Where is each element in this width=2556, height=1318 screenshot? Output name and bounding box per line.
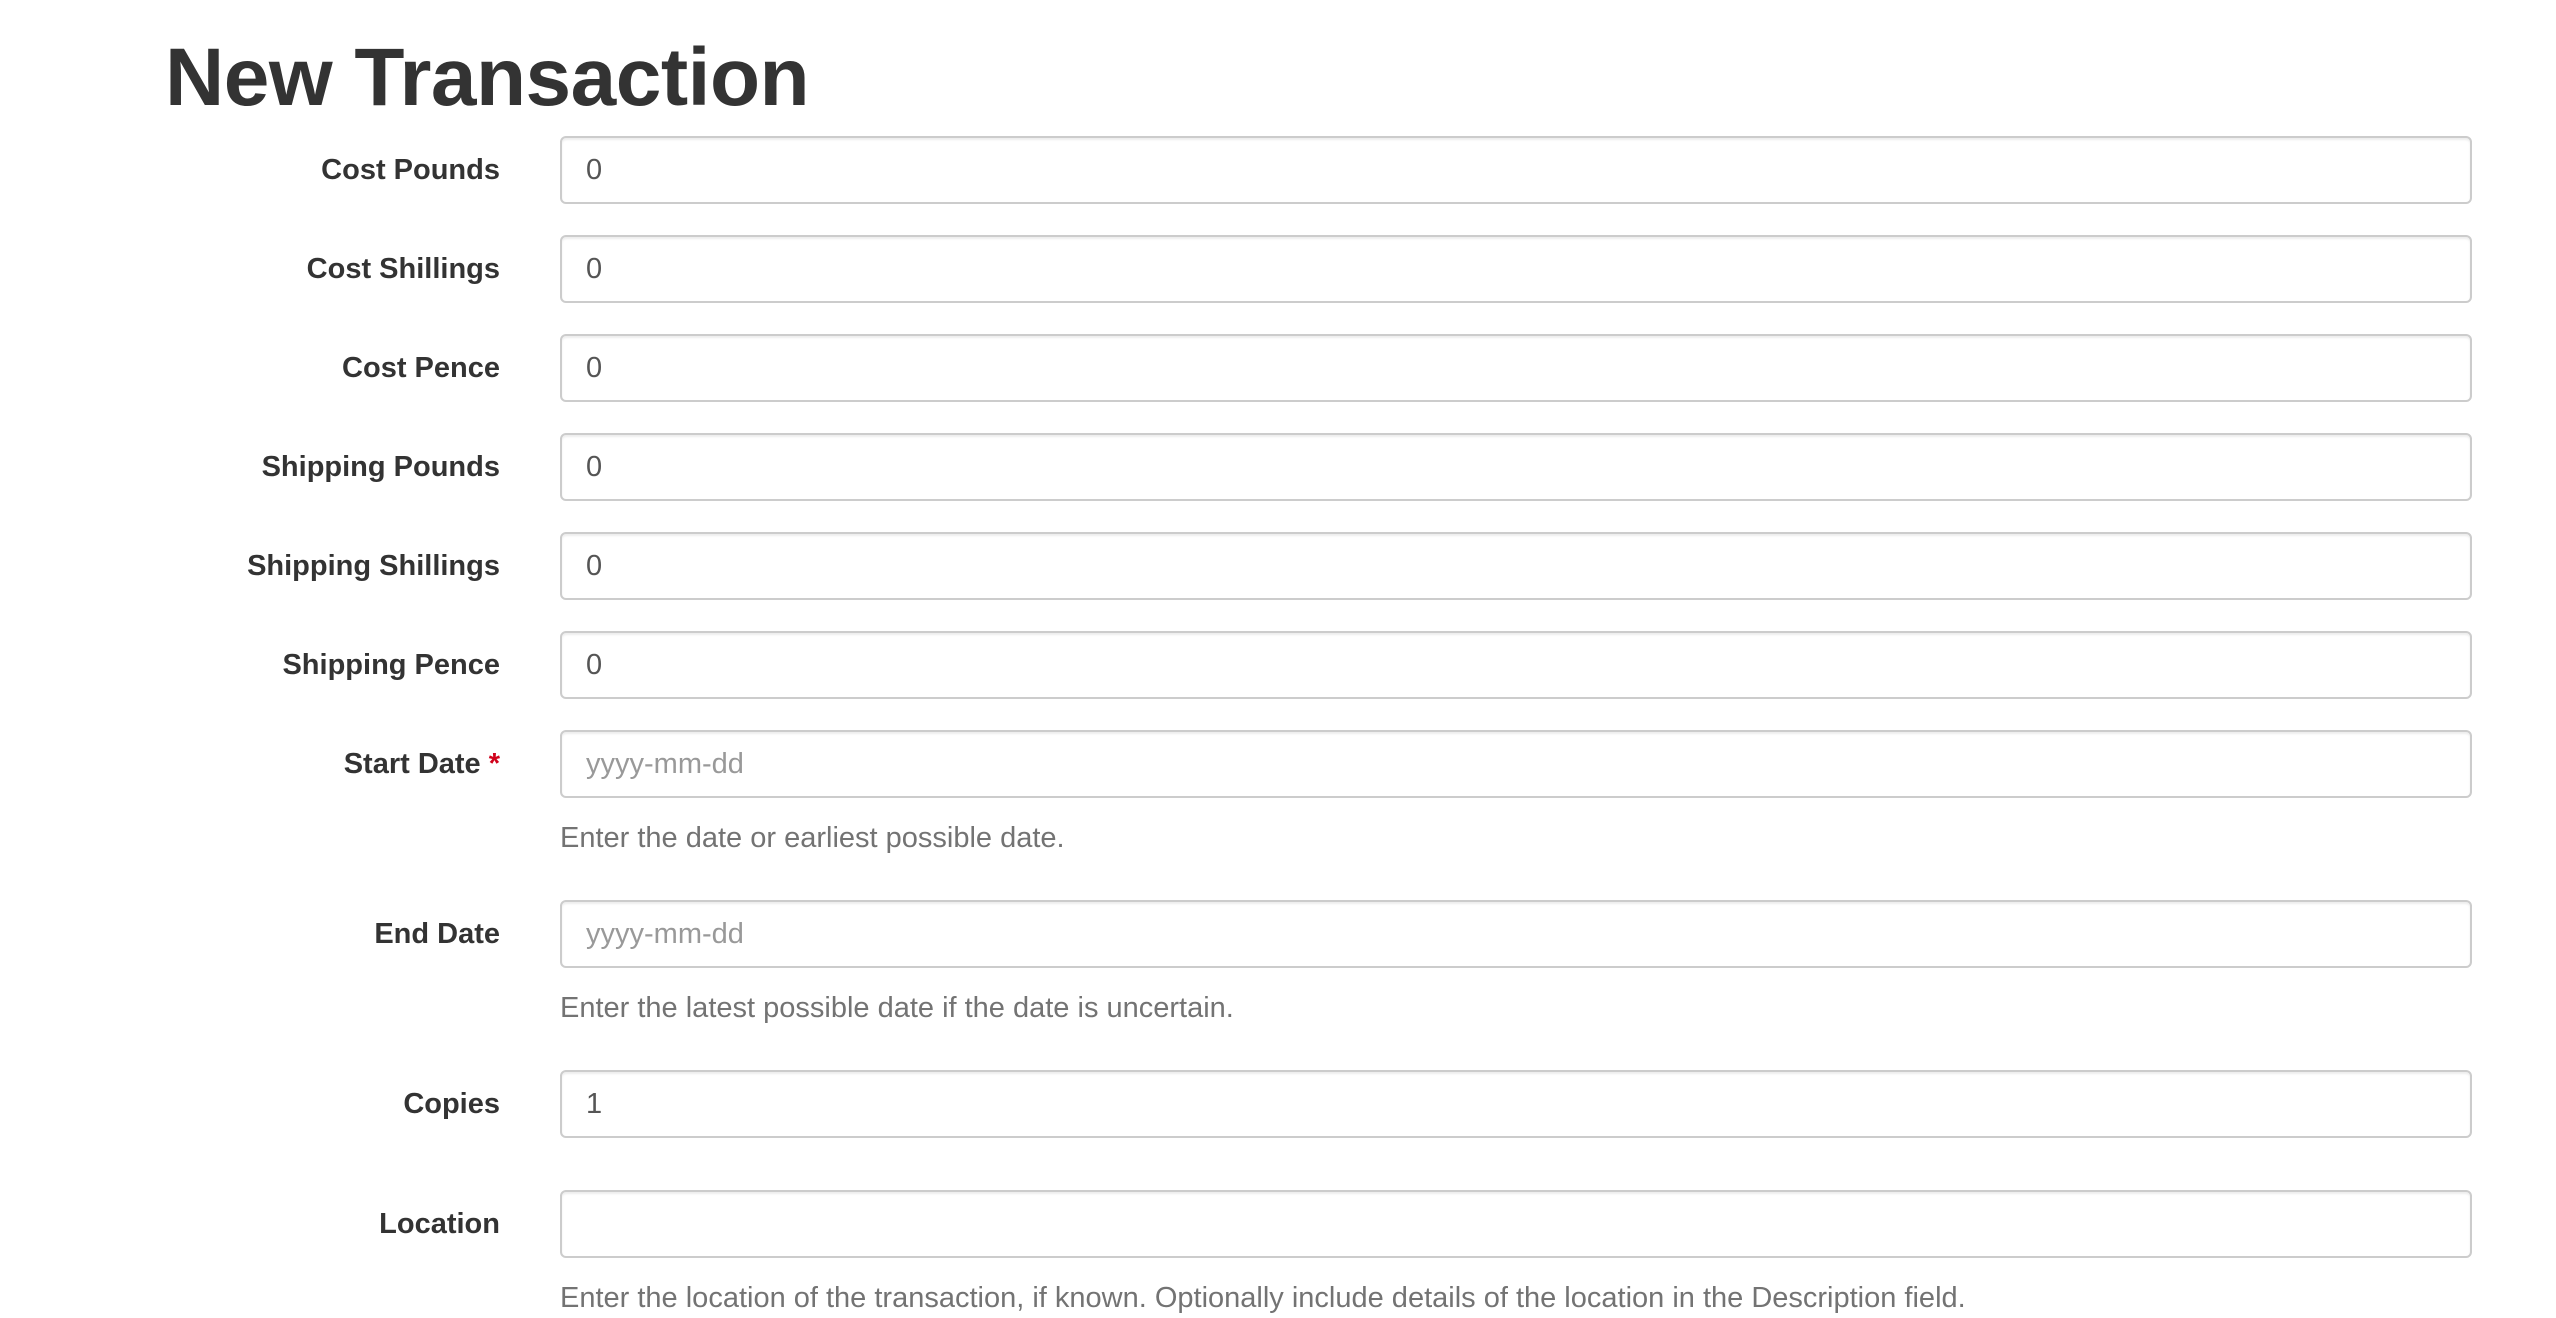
- start-date-input[interactable]: [560, 730, 2472, 798]
- location-help: Enter the location of the transaction, if known. Optionally include details of the location in the Description field.: [560, 1282, 1966, 1314]
- cost-pence-input[interactable]: [560, 334, 2472, 402]
- location-input[interactable]: [560, 1190, 2472, 1258]
- shipping-pounds-label: Shipping Pounds: [261, 451, 500, 483]
- copies-label: Copies: [403, 1088, 500, 1120]
- cost-pounds-label: Cost Pounds: [321, 154, 500, 186]
- shipping-pence-input[interactable]: [560, 631, 2472, 699]
- cost-pounds-input[interactable]: [560, 136, 2472, 204]
- shipping-pence-label: Shipping Pence: [282, 649, 500, 681]
- page-title: New Transaction: [165, 32, 810, 123]
- shipping-pounds-input[interactable]: [560, 433, 2472, 501]
- end-date-help: Enter the latest possible date if the date is uncertain.: [560, 992, 1234, 1024]
- end-date-input[interactable]: [560, 900, 2472, 968]
- start-date-label: [0, 730, 500, 798]
- end-date-label: End Date: [374, 918, 500, 950]
- shipping-shillings-input[interactable]: [560, 532, 2472, 600]
- required-marker: *: [488, 748, 500, 780]
- start-date-label-text: Start Date: [343, 748, 481, 780]
- shipping-shillings-label: Shipping Shillings: [247, 550, 500, 582]
- location-label: Location: [379, 1208, 500, 1240]
- start-date-help: Enter the date or earliest possible date.: [560, 822, 1065, 854]
- copies-input[interactable]: [560, 1070, 2472, 1138]
- cost-shillings-input[interactable]: [560, 235, 2472, 303]
- cost-pence-label: Cost Pence: [342, 352, 500, 384]
- cost-shillings-label: Cost Shillings: [306, 253, 500, 285]
